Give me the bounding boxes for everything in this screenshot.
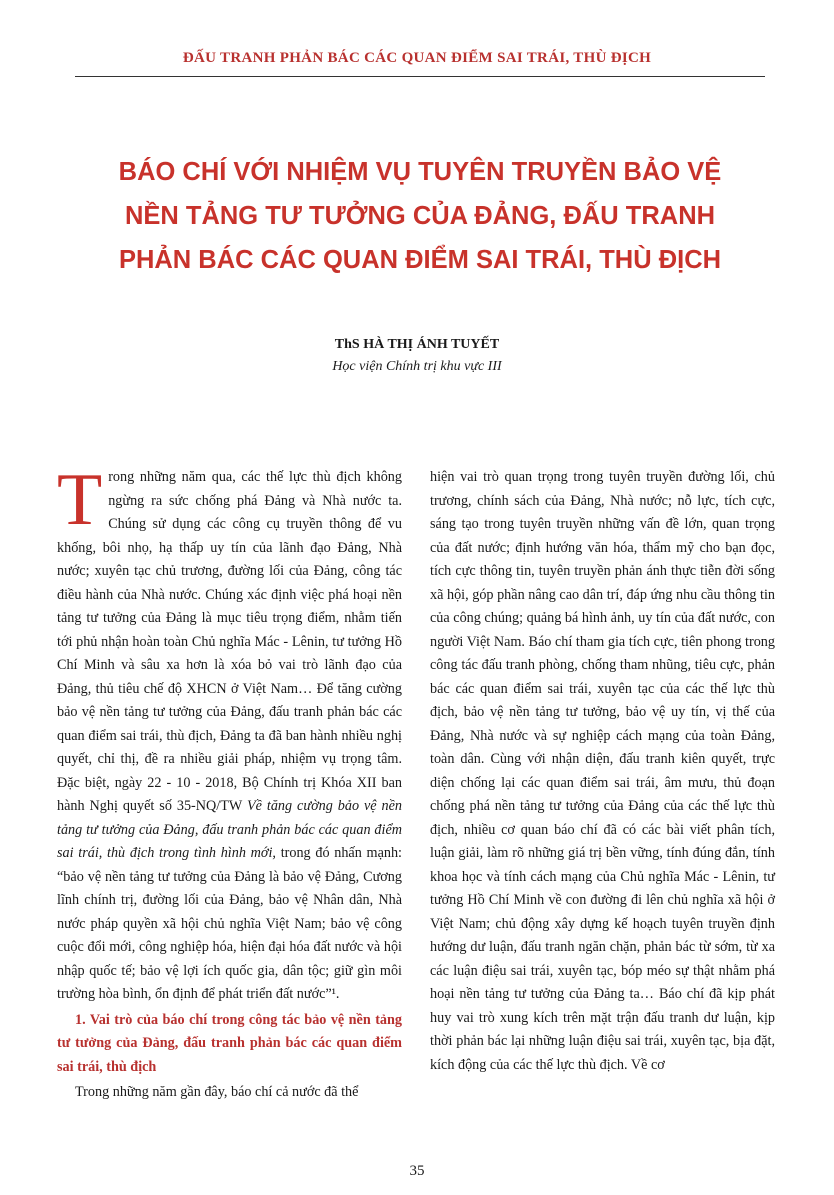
intro-text-a: rong những năm qua, các thế lực thù địch không ngừng ra sức chống phá Đảng và Nhà nước ta. Chúng sử dụng các công cụ truyền thông để vu khống, bôi nhọ, hạ thấp uy tín của lãnh đạo Đảng, Nhà nước; xuyên tạc chủ trương, đường lối của Đảng, công tác điều hành của Nhà nước. Chúng xác định việc phá hoại nền tảng tư tưởng của Đảng là mục tiêu trọng điểm, nhằm tiến tới phủ nhận hoàn toàn Chủ nghĩa Mác - Lênin, tư tưởng Hồ Chí Minh và sâu xa hơn là xóa bỏ vai trò lãnh đạo của Đảng, thủ tiêu chế độ XHCN ở Việt Nam… Để tăng cường bảo vệ nền tảng tư tưởng của Đảng, đấu tranh phản bác các quan điểm sai trái, thù địch, Đảng ta đã ban hành nhiều nghị quyết, chỉ thị, đề ra nhiều giải pháp, nhiệm vụ trọng tâm. Đặc biệt, ngày 22 - 10 - 2018, Bộ Chính trị Khóa XII ban hành Nghị quyết số 35-NQ/TW [57,469,402,814]
drop-cap: T [57,459,103,541]
intro-text-b: trong đó nhấn mạnh: “bảo vệ nền tảng tư tưởng của Đảng là bảo vệ Đảng, Cương lĩnh chính trị, đường lối của Đảng, bảo vệ Nhân dân, Nhà nước pháp quyền xã hội chủ nghĩa Việt Nam; bảo vệ công cuộc đổi mới, công nghiệp hóa, hiện đại hóa đất nước và hội nhập quốc tế; bảo vệ lợi ích quốc gia, dân tộc; giữ gìn môi trường hòa bình, ổn định để phát triển đất nước”¹. [57,845,402,1002]
intro-paragraph [57,459,403,1007]
article-title [80,150,760,282]
header-rule [75,76,765,77]
page-number: 35 [409,1163,425,1179]
right-column-text: hiện vai trò quan trọng trong tuyên truyền đường lối, chủ trương, chính sách của Đảng, Nhà nước; nỗ lực, tích cực, sáng tạo trong tuyên truyền những vấn đề lớn, quan trọng của đất nước; định hướng văn hóa, thẩm mỹ cho bạn đọc, tích cực thông tin, tuyên truyền phản ánh thực tiễn đời sống xã hội, góp phần nâng cao dân trí, đáp ứng nhu cầu thông tin của công chúng; quảng bá hình ảnh, uy tín của đất nước, con người Việt Nam. Báo chí tham gia tích cực, tiên phong trong công tác đấu tranh phòng, chống tham nhũng, tiêu cực, phản bác các quan điểm sai trái, xuyên tạc của các thế lực thù địch, bảo vệ nền tảng tư tưởng, bảo vệ uy tín, vị thế của Đảng, Nhà nước và sự nghiệp cách mạng của toàn Đảng, toàn dân. Cùng với nhận diện, đấu tranh kiên quyết, trực diện chống lại các quan điểm sai trái, âm mưu, thủ đoạn chống phá nền tảng tư tưởng của Đảng của các thế lực thù địch, nhiều cơ quan báo chí đã có các bài viết phân tích, luận giải, làm rõ những giá trị bền vững, tính đúng đắn, tính khoa học và tính cách mạng của Chủ nghĩa Mác - Lênin, tư tưởng Hồ Chí Minh về con đường đi lên chủ nghĩa xã hội ở Việt Nam; chủ động xây dựng kế hoạch tuyên truyền định hướng dư luận, đấu tranh ngăn chặn, phản bác từ sớm, từ xa các luận điệu sai trái, xuyên tạc, bóp méo sự thật nhằm phá hoại nền tảng tư tưởng của Đảng ta… Báo chí đã kịp phát huy vai trò xung kích trên mặt trận đấu tranh dư luận, kịp thời phản bác lại những luận điệu sai trái, xuyên tạc, bịa đặt, kích động của các thế lực thù địch. Về cơ [430,469,775,1073]
title-line-2: NỀN TẢNG TƯ TƯỞNG CỦA ĐẢNG, ĐẤU TRANH [124,202,716,230]
section-paragraph-start: Trong những năm gần đây, báo chí cả nước đã thể [75,1084,359,1100]
author-affiliation: Học viện Chính trị khu vực III [332,359,502,374]
section-heading: 1. Vai trò của báo chí trong công tác bảo vệ nền tảng tư tưởng của Đảng, đấu tranh phản bác các quan điểm sai trái, thù địch [57,1011,402,1075]
title-line-3: PHẢN BÁC CÁC QUAN ĐIỂM SAI TRÁI, THÙ ĐỊCH [118,246,722,274]
running-head: ĐẤU TRANH PHẢN BÁC CÁC QUAN ĐIỂM SAI TRÁI, THÙ ĐỊCH [182,50,652,66]
right-column [430,466,775,1077]
author-name: ThS HÀ THỊ ÁNH TUYẾT [334,337,500,352]
left-column [57,459,403,1105]
title-line-1: BÁO CHÍ VỚI NHIỆM VỤ TUYÊN TRUYỀN BẢO VỆ [118,158,722,186]
resolution-title: Về tăng cường bảo vệ nền tảng tư tưởng của Đảng, đấu tranh phản bác các quan điểm sai trái, thù địch trong tình hình mới, [57,798,403,861]
